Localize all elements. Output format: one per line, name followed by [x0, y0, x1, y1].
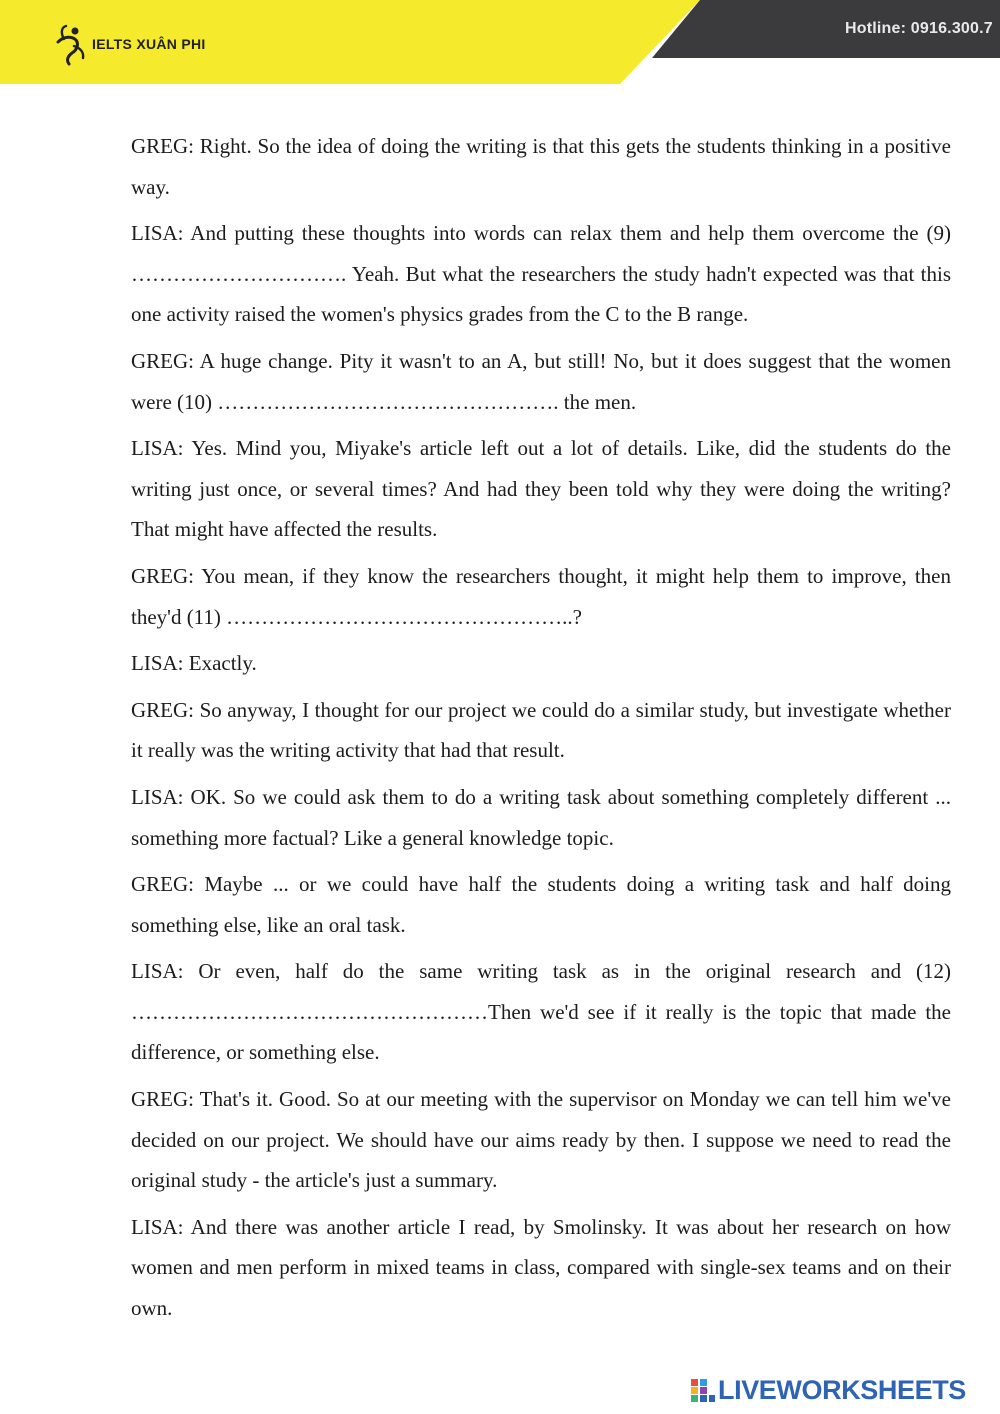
dialogue-paragraph: LISA: Yes. Mind you, Miyake's article left out a lot of details. Like, did the students do the writing just once, or several times? And had they been told why they were doing the writing? That might have affected the results.	[131, 436, 951, 542]
dialogue-paragraph: GREG: Right. So the idea of doing the writing is that this gets the students thinking in a positive way.	[131, 134, 951, 199]
hotline-text: Hotline: 0916.300.7	[845, 20, 993, 37]
transcript-body	[131, 126, 951, 1335]
dialogue-paragraph: LISA: OK. So we could ask them to do a writing task about something completely different ... something more factual? Like a general knowledge topic.	[131, 784, 951, 850]
page-header	[0, 0, 1000, 84]
dialogue-paragraph: LISA: Or even, half do the same writing task as in the original research and (12) ……………………………………………Then we'd see if it really is the topic that made the difference, or something else.	[131, 959, 951, 1065]
footer-brand-text: LIVEWORKSHEETS	[718, 1374, 966, 1405]
dialogue-paragraph: LISA: And there was another article I read, by Smolinsky. It was about her research on how women and men perform in mixed teams in class, compared with single-sex teams and on their own.	[131, 1214, 951, 1321]
dialogue-paragraph: GREG: You mean, if they know the researchers thought, it might help them to improve, then they'd (11) …………………………………………..?	[131, 563, 951, 629]
dancer-logo-icon	[50, 22, 90, 66]
brand-name: IELTS XUÂN PHI	[92, 36, 206, 52]
dialogue-paragraph: LISA: And putting these thoughts into words can relax them and help them overcome the (9) …………………………. Yeah. But what the researchers the study hadn't expected was that this one activity raised the women's physics grades from the C to the B range.	[131, 221, 951, 327]
dialogue-paragraph: GREG: A huge change. Pity it wasn't to an A, but still! No, but it does suggest that the women were (10) …………………………………………. the men.	[131, 348, 951, 414]
dialogue-paragraph: GREG: So anyway, I thought for our project we could do a similar study, but investigate whether it really was the writing activity that had that result.	[131, 697, 951, 763]
brand-logo	[50, 22, 206, 66]
dialogue-paragraph: GREG: That's it. Good. So at our meeting with the supervisor on Monday we can tell him we've decided on our project. We should have our aims ready by then. I suppose we need to read the original study - the article's just a summary.	[131, 1087, 951, 1193]
liveworksheets-watermark	[690, 1374, 966, 1406]
dialogue-paragraph: LISA: Exactly.	[131, 651, 257, 676]
liveworksheets-logo-icon	[690, 1377, 716, 1403]
dialogue-paragraph: GREG: Maybe ... or we could have half the students doing a writing task and half doing something else, like an oral task.	[131, 872, 951, 937]
